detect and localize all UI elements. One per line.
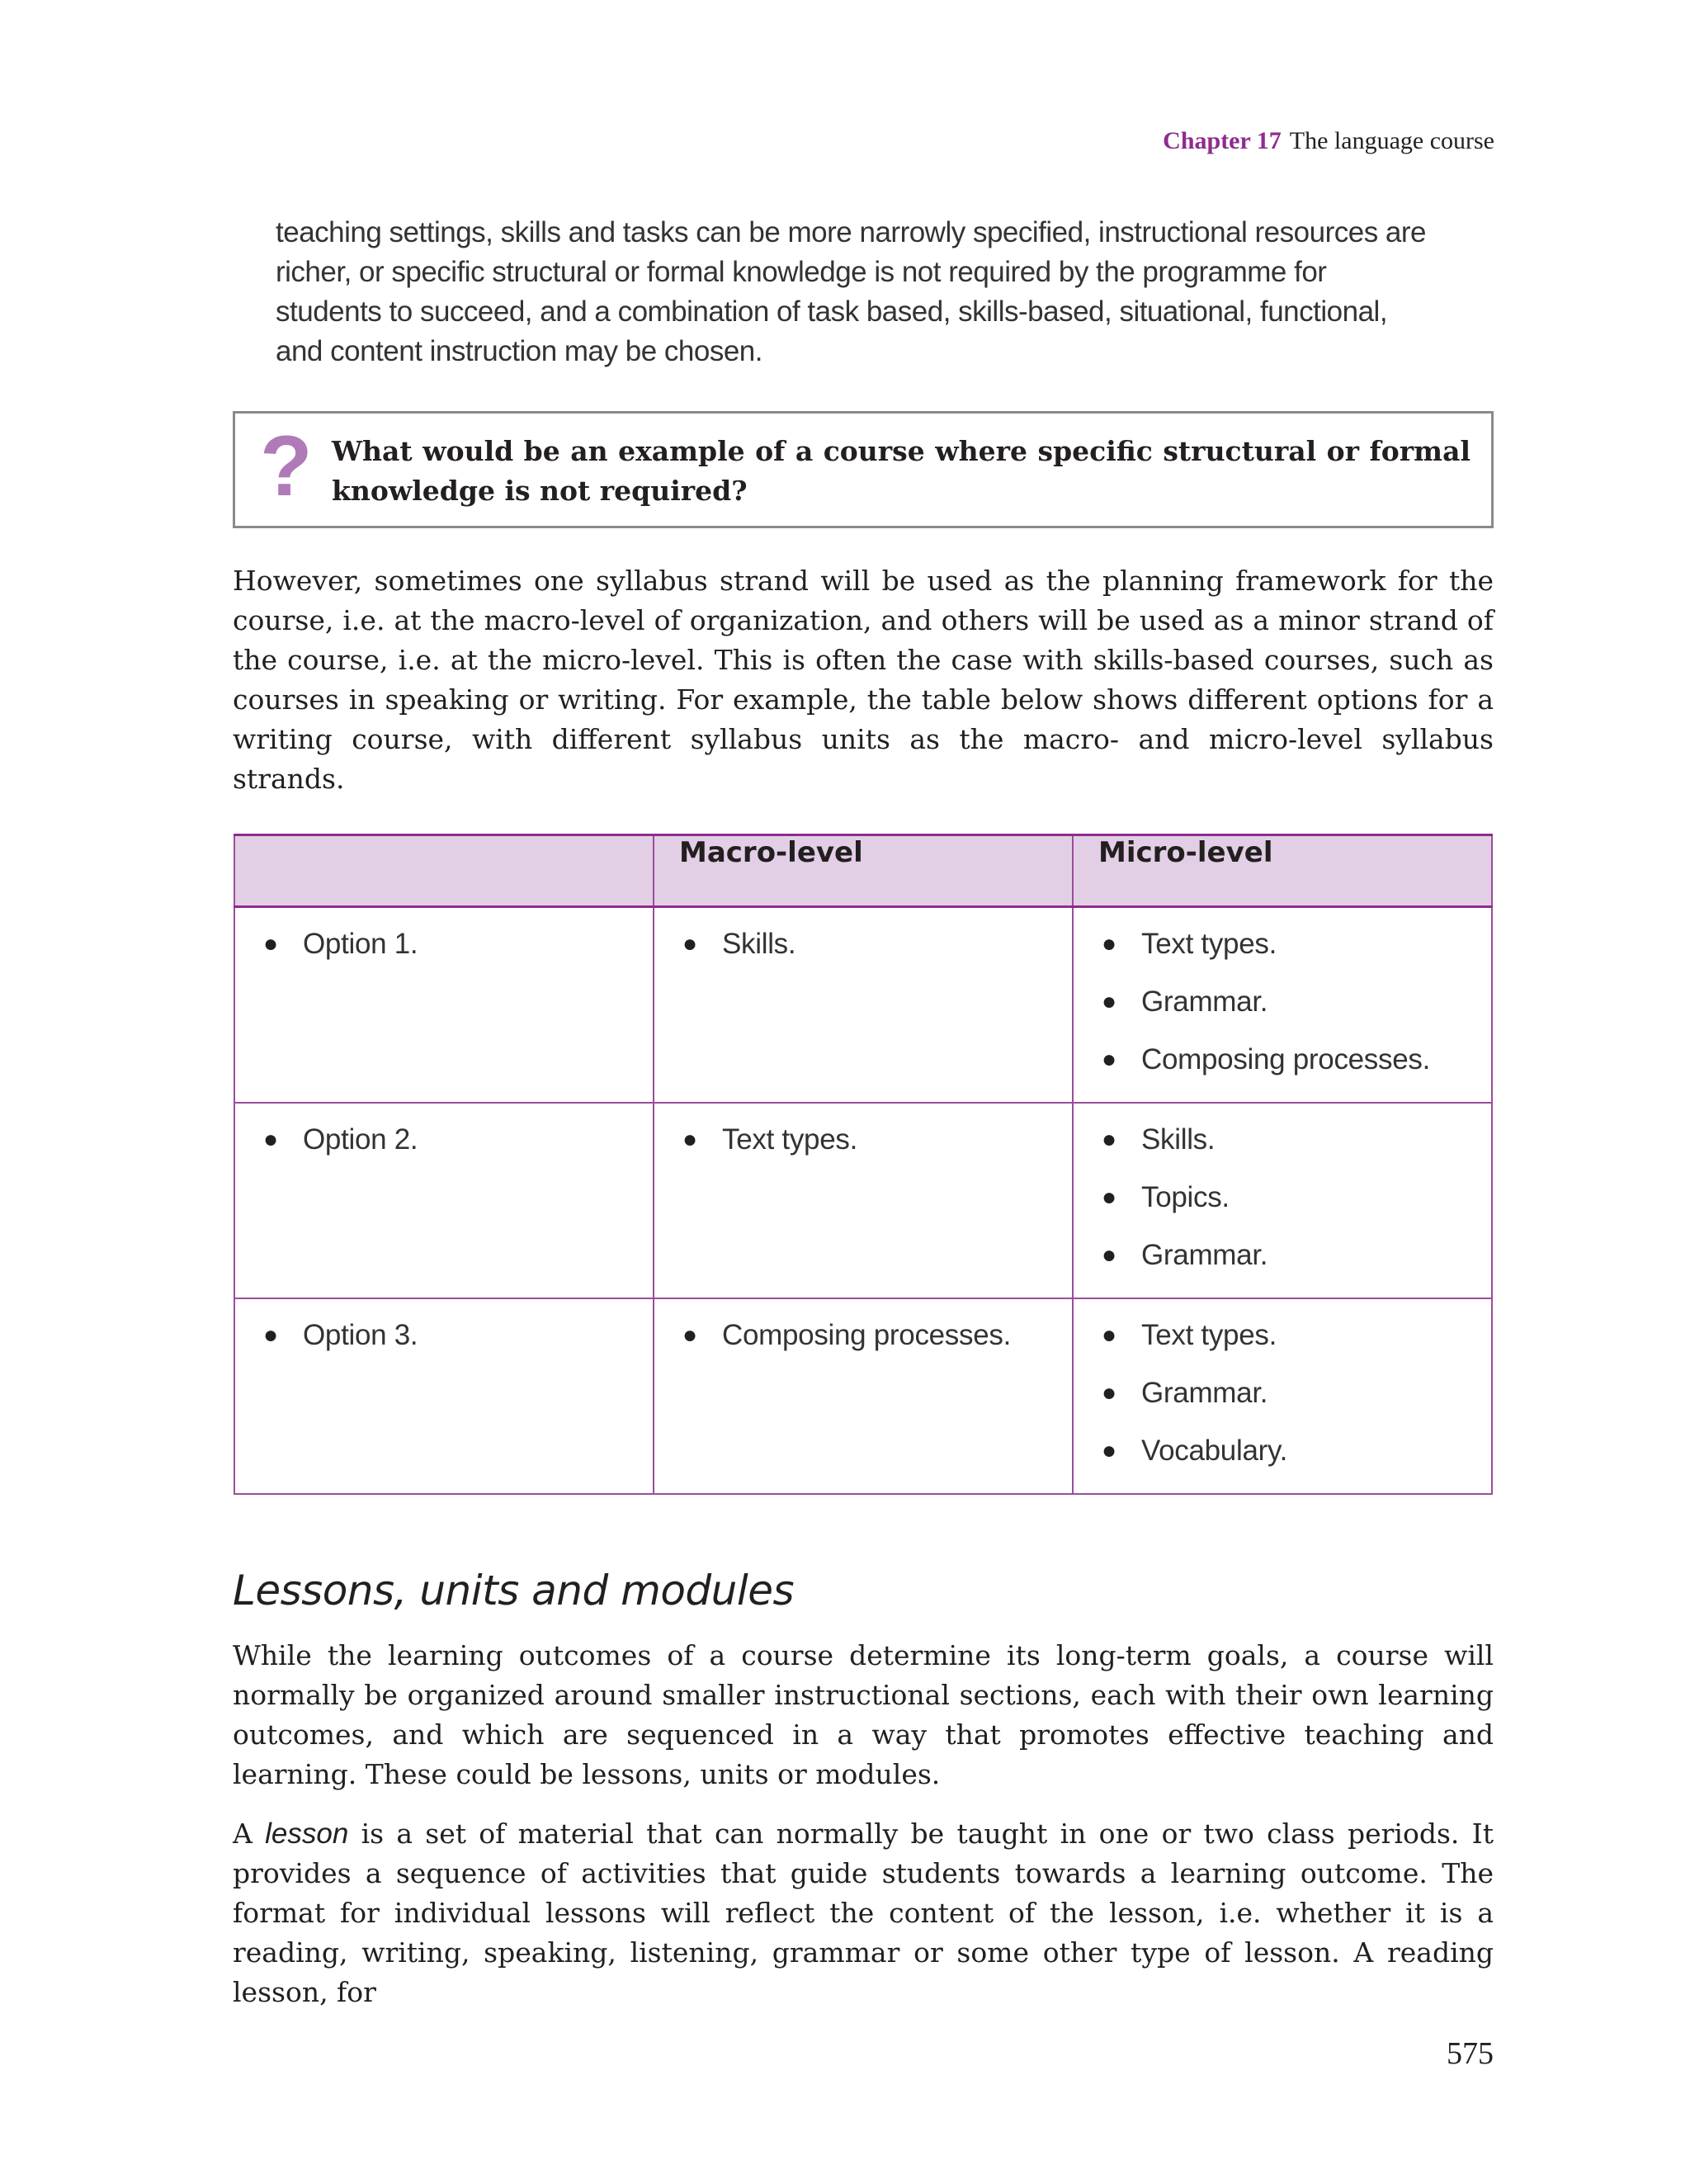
body-paragraph-3 [233, 1814, 1494, 2012]
table-header-row [234, 835, 1492, 907]
list-item-text: Topics. [1141, 1180, 1230, 1213]
bullet-icon: ● [1102, 1436, 1116, 1464]
list-item [260, 1317, 628, 1375]
intro-paragraph: teaching settings, skills and tasks can be more narrowly specified, instructional resources are richer, or specific structural or formal knowledge is not required by the programme for students to succeed, and a combination of task based, skills-based, situational, functional, and content instruction may be chosen. [276, 216, 1427, 367]
table-header-macro: Macro-level [654, 835, 1073, 907]
list-item [1098, 926, 1466, 984]
table-header-micro: Micro-level [1073, 835, 1492, 907]
micro-list [1098, 1317, 1466, 1491]
question-text: What would be an example of a course where specific structural or formal knowledge is not required? [332, 435, 1470, 507]
bullet-icon: ● [1102, 1241, 1116, 1269]
bullet-icon: ● [682, 1321, 697, 1349]
list-item [679, 1122, 1047, 1179]
bullet-icon: ● [263, 930, 278, 957]
list-item [1098, 1237, 1466, 1295]
list-item-text: Option 2. [303, 1123, 418, 1156]
list-item [1098, 984, 1466, 1042]
option-list [260, 1317, 628, 1375]
list-item [1098, 1375, 1466, 1433]
list-item [679, 1317, 1047, 1375]
body-paragraph-1: However, sometimes one syllabus strand will be used as the planning framework for the course, i.e. at the macro-level of organization, and others will be used as a minor strand of the course, i.e. at the micro-level. This is often the case with skills-based courses, such as courses in speaking or writing. For example, the table below shows different options for a writing course, with different syllabus units as the macro- and micro-level syllabus strands. [233, 565, 1494, 795]
bullet-icon: ● [1102, 988, 1116, 1015]
macro-cell [654, 1298, 1073, 1494]
list-item-text: Text types. [1141, 928, 1277, 960]
list-item-text: Text types. [1141, 1318, 1277, 1351]
macro-cell [654, 907, 1073, 1103]
bullet-icon: ● [1102, 930, 1116, 957]
chapter-label: Chapter 17 [1163, 127, 1282, 154]
list-item-text: Vocabulary. [1141, 1434, 1287, 1467]
list-item [260, 1122, 628, 1179]
bullet-icon: ● [1102, 1183, 1116, 1211]
bullet-icon: ● [1102, 1321, 1116, 1349]
option-cell [234, 1298, 654, 1494]
lesson-term: lesson [265, 1818, 349, 1850]
micro-list [1098, 1122, 1466, 1295]
list-item [1098, 1122, 1466, 1179]
list-item [1098, 1179, 1466, 1237]
option-list [260, 926, 628, 984]
bullet-icon: ● [682, 1125, 697, 1153]
bullet-icon: ● [682, 930, 697, 957]
bullet-icon: ● [1102, 1046, 1116, 1073]
list-item-text: Option 3. [303, 1318, 418, 1351]
list-item-text: Composing processes. [722, 1318, 1011, 1351]
option-cell [234, 907, 654, 1103]
running-head [1163, 127, 1494, 155]
list-item-text: Grammar. [1141, 986, 1268, 1018]
bullet-icon: ● [263, 1125, 278, 1153]
table-header-empty [234, 835, 654, 907]
option-list [260, 1122, 628, 1179]
page-number: 575 [1447, 2036, 1494, 2071]
table-row [234, 907, 1492, 1103]
list-item-text: Grammar. [1141, 1376, 1268, 1409]
macro-list [679, 1317, 1047, 1375]
list-item [1098, 1042, 1466, 1099]
macro-list [679, 926, 1047, 984]
macro-list [679, 1122, 1047, 1179]
micro-cell [1073, 907, 1492, 1103]
question-mark-icon: ? [260, 418, 313, 514]
list-item-text: Skills. [722, 928, 796, 960]
bullet-icon: ● [263, 1321, 278, 1349]
micro-list [1098, 926, 1466, 1099]
list-item [1098, 1433, 1466, 1491]
list-item-text: Option 1. [303, 928, 418, 960]
bullet-icon: ● [1102, 1378, 1116, 1406]
list-item-text: Grammar. [1141, 1238, 1268, 1271]
bullet-icon: ● [1102, 1125, 1116, 1153]
table-row [234, 1298, 1492, 1494]
chapter-title: The language course [1289, 127, 1494, 154]
micro-cell [1073, 1298, 1492, 1494]
list-item-text: Text types. [722, 1123, 857, 1156]
list-item [260, 926, 628, 984]
list-item-text: Skills. [1141, 1123, 1216, 1156]
list-item [1098, 1317, 1466, 1375]
list-item-text: Composing processes. [1141, 1043, 1430, 1075]
micro-cell [1073, 1103, 1492, 1298]
options-table [234, 834, 1493, 1495]
table-row [234, 1103, 1492, 1298]
paragraph-rest: is a set of material that can normally be taught in one or two class periods. It provides a sequence of activities that guide students towards a learning outcome. The format for individual lessons will reflect the content of the lesson, i.e. whether it is a reading, writing, speaking, listening, grammar or some other type of lesson. A reading lesson, for [233, 1818, 1494, 2008]
list-item [679, 926, 1047, 984]
question-box [233, 411, 1494, 528]
macro-cell [654, 1103, 1073, 1298]
body-paragraph-2: While the learning outcomes of a course determine its long-term goals, a course will normally be organized around smaller instructional sections, each with their own learning outcomes, and which are sequenced in a way that promotes effective teaching and learning. These could be lessons, units or modules. [233, 1639, 1494, 1790]
option-cell [234, 1103, 654, 1298]
paragraph-lead: A [233, 1818, 253, 1850]
section-heading: Lessons, units and modules [233, 1567, 795, 1614]
